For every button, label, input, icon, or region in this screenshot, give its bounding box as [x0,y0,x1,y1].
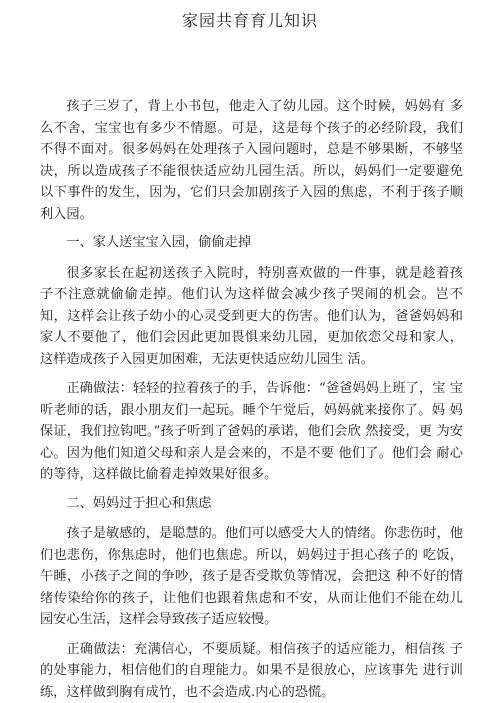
document-body [40,96,463,703]
section-2-advice: 正确做法：充满信心，不要质疑。相信孩子的适应能力，相信孩 子 的处事能力，相信他们的自理能力。如果不是很放心，应该事先 进行训 练，这样做到胸有成竹，也不会造成.内心的恐慌。 [40,639,463,703]
section-heading-1: 一、家人送宝宝入园，偷偷走掉 [40,232,463,254]
intro-paragraph: 孩子三岁了，背上小书包，他走入了幼儿园。这个时候，妈妈有 多 么不舍，宝宝也有多少不情愿。可是，这是每个孩子的必经阶段，我们 不得不面对。很多妈妈在处理孩子入园问题时，总是不够果断，不够坚 决，所以造成孩子不能很快适应幼儿园生活。所以，妈妈们一定要避免 以下事件的发生，因为，它们只会加剧孩子入园的焦虑，不利于孩子顺 利入园。 [40,96,463,225]
section-2-paragraph: 孩子是敏感的，是聪慧的。他们可以感受大人的情绪。你悲伤时，他们也悲伤，你焦虑时，他们也焦虑。所以，妈妈过于担心孩子的 吃饭，午睡，小孩子之间的争吵，孩子是否受欺负等情况，会把这 种不好的情绪传染给你的孩子，让他们也跟着焦虑和不安，从而让他们不能在幼儿 园安心生活，这样会导致孩子适应较慢。 [40,523,463,631]
section-1-advice: 正确做法：轻轻的拉着孩子的手，告诉他：“爸爸妈妈上班了，宝 宝听老师的话，跟小朋友们一起玩。睡个午觉后，妈妈就来接你了。妈 妈保证，我们拉钩吧。”孩子听到了爸妈的承诺，他们会欣 然接受，更 为安心。因为他们知道父母和亲人是会来的，不是不要 他们了。他们会 耐心的等待，这样做比偷着走掉效果好很多。 [40,378,463,486]
section-1-paragraph: 很多家长在起初送孩子入院时，特别喜欢做的一件事，就是趁着孩 子不注意就偷偷走掉。他们认为这样做会减少孩子哭闹的机会。岂不 知，这样会让孩子幼小的心灵受到更大的伤害。他们认为，爸爸妈妈和 家人不要他了，他们会因此更加畏惧来幼儿园，更加依恋父母和家人， 这样造成孩子入园更加困难，无法更快适应幼儿园生 活。 [40,263,463,371]
document-title: 家园共育育儿知识 [0,8,500,31]
section-heading-2: 二、妈妈过于担心和焦虑 [40,493,463,515]
